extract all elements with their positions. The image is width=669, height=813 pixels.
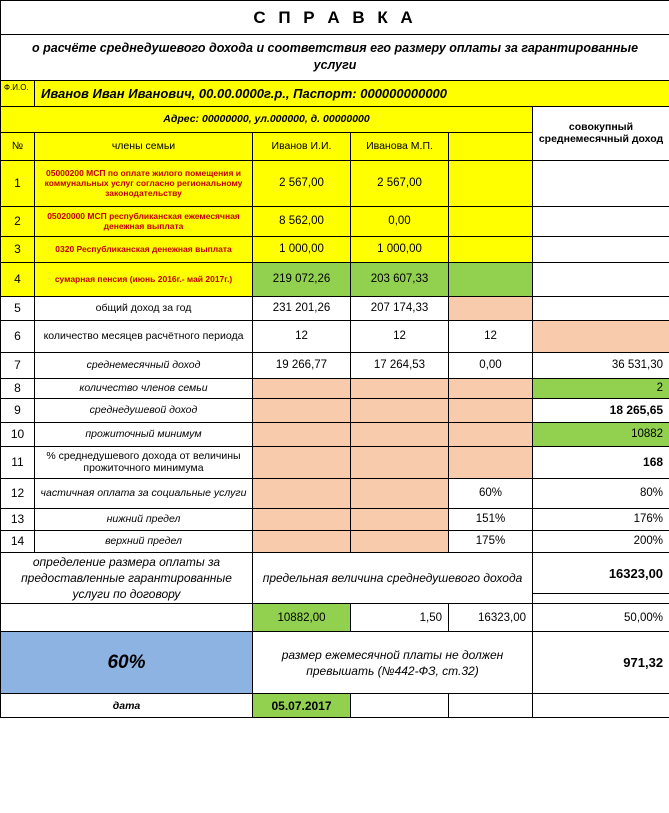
calc-percent: 50,00% — [533, 604, 669, 632]
title-row — [1, 1, 669, 35]
row-value-person-3 — [449, 236, 533, 262]
row-value-total: 10882 — [533, 422, 669, 446]
data-rows — [1, 160, 669, 552]
row-value-person-3: 12 — [449, 320, 533, 352]
row-label: верхний предел — [35, 530, 253, 552]
row-value-total: 2 — [533, 378, 669, 398]
table-row — [1, 352, 669, 378]
table-row — [1, 262, 669, 296]
row-value-person-2 — [351, 478, 449, 508]
table-row — [1, 320, 669, 352]
table-row — [1, 236, 669, 262]
fio-row — [1, 80, 669, 106]
calc-value-b: 1,50 — [351, 604, 449, 632]
limit-spacer — [533, 594, 669, 604]
address-row — [1, 106, 669, 132]
row-label: 0320 Республиканская денежная выплата — [35, 236, 253, 262]
row-value-total — [533, 206, 669, 236]
row-value-person-1 — [253, 446, 351, 478]
table-row — [1, 530, 669, 552]
row-value-person-3: 175% — [449, 530, 533, 552]
calc-value-a: 10882,00 — [253, 604, 351, 632]
row-value-person-3 — [449, 262, 533, 296]
date-value: 05.07.2017 — [253, 694, 351, 718]
header-person-2: Иванова М.П. — [351, 132, 449, 160]
table-row — [1, 422, 669, 446]
row-label: прожиточный минимум — [35, 422, 253, 446]
fio-label: Ф.И.О. — [1, 80, 35, 106]
document-title: С П Р А В К А — [1, 1, 669, 35]
row-value-total: 168 — [533, 446, 669, 478]
table-row — [1, 508, 669, 530]
row-value-person-1 — [253, 530, 351, 552]
footer-note-row — [1, 632, 669, 694]
row-value-person-2 — [351, 378, 449, 398]
row-value-total: 36 531,30 — [533, 352, 669, 378]
row-value-person-1: 12 — [253, 320, 351, 352]
row-label: % среднедушевого дохода от величины прожиточного минимума — [35, 446, 253, 478]
row-value-total — [533, 296, 669, 320]
row-value-person-2: 1 000,00 — [351, 236, 449, 262]
table-row — [1, 446, 669, 478]
row-label: общий доход за год — [35, 296, 253, 320]
row-value-person-1 — [253, 508, 351, 530]
row-label: среднедушевой доход — [35, 398, 253, 422]
row-value-person-3 — [449, 422, 533, 446]
row-label: 05000200 МСП по оплате жилого помещения и коммунальных услуг согласно региональному законодательству — [35, 160, 253, 206]
date-pad-1 — [351, 694, 449, 718]
row-label: нижний предел — [35, 508, 253, 530]
subtitle-row — [1, 35, 669, 81]
row-number: 13 — [1, 508, 35, 530]
row-value-person-3 — [449, 446, 533, 478]
row-value-person-2: 203 607,33 — [351, 262, 449, 296]
row-label: количество месяцев расчётного периода — [35, 320, 253, 352]
row-value-person-2: 2 567,00 — [351, 160, 449, 206]
document-subtitle: о расчёте среднедушевого дохода и соответствия его размеру оплаты за гарантированные услуги — [1, 35, 669, 81]
row-number: 14 — [1, 530, 35, 552]
row-value-person-2 — [351, 398, 449, 422]
row-number: 2 — [1, 206, 35, 236]
table-row — [1, 206, 669, 236]
row-number: 8 — [1, 378, 35, 398]
row-value-person-3 — [449, 296, 533, 320]
row-number: 3 — [1, 236, 35, 262]
payment-definition-label: определение размера оплаты за предоставленные гарантированные услуги по договору — [1, 552, 253, 604]
row-value-person-2 — [351, 422, 449, 446]
row-value-person-1: 219 072,26 — [253, 262, 351, 296]
row-value-person-3 — [449, 398, 533, 422]
date-label: дата — [1, 694, 253, 718]
row-value-total: 200% — [533, 530, 669, 552]
header-total-income: совокупный среднемесячный доход — [533, 106, 669, 160]
monthly-payment-value: 971,32 — [533, 632, 669, 694]
payment-percent-value: 60% — [1, 632, 253, 694]
row-value-person-1 — [253, 422, 351, 446]
date-pad-3 — [533, 694, 669, 718]
definition-continuation — [1, 604, 253, 632]
row-value-total: 18 265,65 — [533, 398, 669, 422]
row-value-total — [533, 160, 669, 206]
table-row — [1, 296, 669, 320]
row-value-person-3: 151% — [449, 508, 533, 530]
row-label: сумарная пенсия (июнь 2016г.- май 2017г.) — [35, 262, 253, 296]
row-value-total — [533, 320, 669, 352]
row-label: частичная оплата за социальные услуги — [35, 478, 253, 508]
table-row — [1, 160, 669, 206]
row-number: 6 — [1, 320, 35, 352]
header-person-3 — [449, 132, 533, 160]
row-value-person-2: 17 264,53 — [351, 352, 449, 378]
address-value: Адрес: 00000000, ул.000000, д. 00000000 — [1, 106, 533, 132]
row-value-person-1 — [253, 398, 351, 422]
row-value-person-1: 231 201,26 — [253, 296, 351, 320]
header-person-1: Иванов И.И. — [253, 132, 351, 160]
row-value-person-2: 207 174,33 — [351, 296, 449, 320]
footer-date-row — [1, 694, 669, 718]
table-row — [1, 478, 669, 508]
row-number: 7 — [1, 352, 35, 378]
row-value-person-2 — [351, 508, 449, 530]
row-label: 05020000 МСП республиканская ежемесячная денежная выплата — [35, 206, 253, 236]
row-number: 1 — [1, 160, 35, 206]
row-number: 4 — [1, 262, 35, 296]
row-value-person-2: 0,00 — [351, 206, 449, 236]
header-number: № — [1, 132, 35, 160]
row-value-person-3 — [449, 206, 533, 236]
footer-definition-row — [1, 552, 669, 594]
row-value-total: 80% — [533, 478, 669, 508]
row-number: 11 — [1, 446, 35, 478]
row-value-total — [533, 236, 669, 262]
row-value-total — [533, 262, 669, 296]
fio-value: Иванов Иван Иванович, 00.00.0000г.р., Паспорт: 000000000000 — [35, 80, 669, 106]
row-value-person-1: 2 567,00 — [253, 160, 351, 206]
row-value-person-1: 19 266,77 — [253, 352, 351, 378]
row-number: 12 — [1, 478, 35, 508]
date-pad-2 — [449, 694, 533, 718]
row-value-person-1: 1 000,00 — [253, 236, 351, 262]
row-number: 10 — [1, 422, 35, 446]
row-value-person-2: 12 — [351, 320, 449, 352]
row-number: 9 — [1, 398, 35, 422]
table-row — [1, 398, 669, 422]
calc-value-c: 16323,00 — [449, 604, 533, 632]
row-value-person-1 — [253, 478, 351, 508]
row-value-person-3: 0,00 — [449, 352, 533, 378]
table-row — [1, 378, 669, 398]
limit-top-value: 16323,00 — [533, 552, 669, 594]
limit-title: предельная величина среднедушевого дохода — [253, 552, 533, 604]
row-label: среднемесячный доход — [35, 352, 253, 378]
row-value-person-3 — [449, 378, 533, 398]
row-label: количество членов семьи — [35, 378, 253, 398]
row-value-person-3 — [449, 160, 533, 206]
footer-calc-row — [1, 604, 669, 632]
row-value-total: 176% — [533, 508, 669, 530]
row-number: 5 — [1, 296, 35, 320]
header-family-members: члены семьи — [35, 132, 253, 160]
row-value-person-2 — [351, 530, 449, 552]
monthly-payment-note: размер ежемесячной платы не должен превышать (№442-ФЗ, ст.32) — [253, 632, 533, 694]
row-value-person-2 — [351, 446, 449, 478]
row-value-person-1 — [253, 378, 351, 398]
row-value-person-3: 60% — [449, 478, 533, 508]
row-value-person-1: 8 562,00 — [253, 206, 351, 236]
